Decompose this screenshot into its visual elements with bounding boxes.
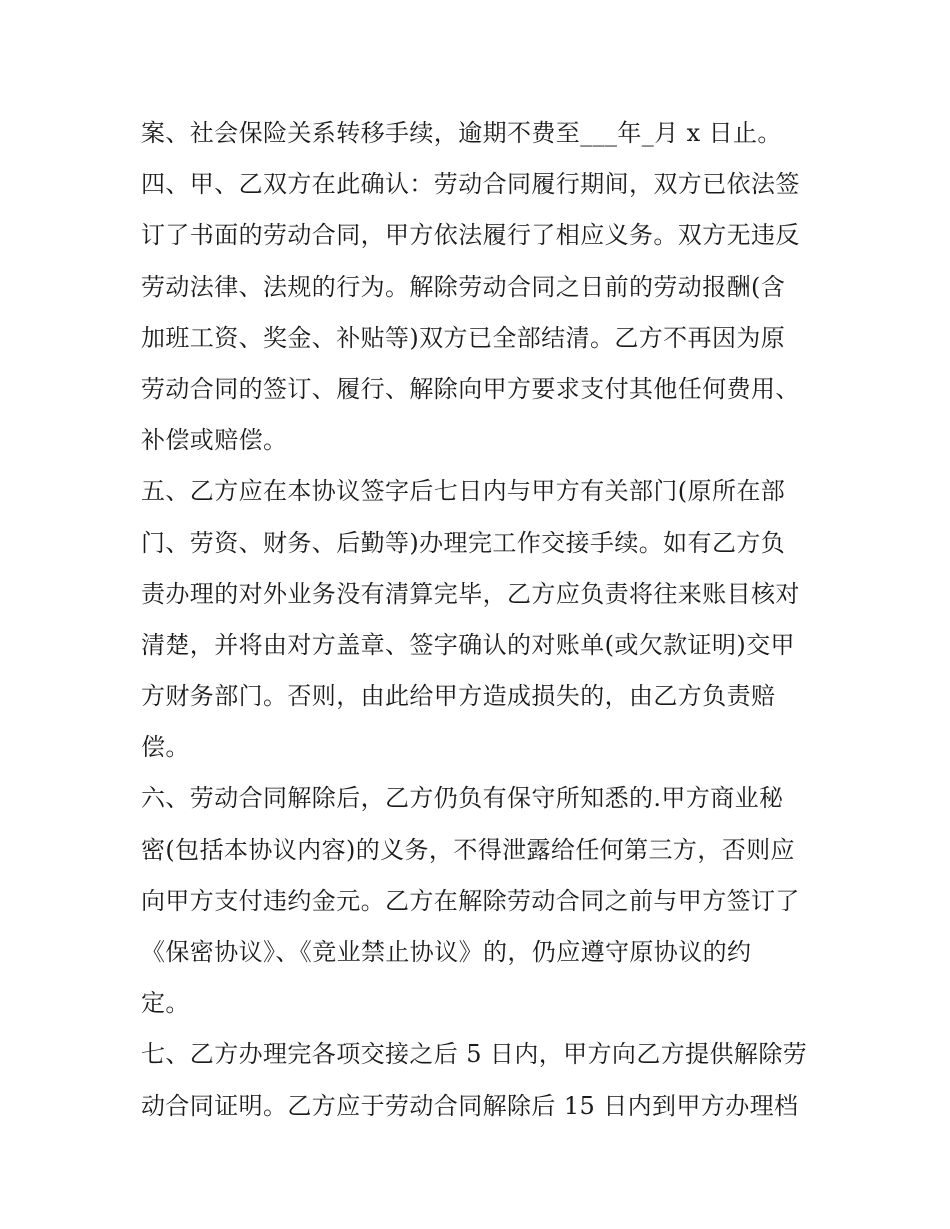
text-line: 案、社会保险关系转移手续，逾期不费至___年_月 x 日止。 (141, 119, 782, 147)
text-line: 四、甲、乙双方在此确认：劳动合同履行期间，双方已依法签 (141, 170, 800, 199)
document-body (141, 108, 821, 1132)
text-line: 劳动法律、法规的行为。解除劳动合同之日前的劳动报酬(含 (141, 272, 786, 301)
text-line: 劳动合同的签订、履行、解除向甲方要求支付其他任何费用、 (141, 374, 800, 403)
text-line: 责办理的对外业务没有清算完毕，乙方应负责将往来账目核对 (141, 579, 800, 608)
text-line: 加班工资、奖金、补贴等)双方已全部结清。乙方不再因为原 (141, 323, 786, 352)
paragraph-clause-7 (141, 1029, 821, 1131)
text-line: 偿。 (141, 733, 190, 762)
text-line: 动合同证明。乙方应于劳动合同解除后 15 日内到甲方办理档 (141, 1091, 799, 1120)
paragraph-clause-4 (141, 159, 821, 466)
text-line: 清楚，并将由对方盖章、签字确认的对账单(或欠款证明)交甲 (141, 630, 795, 659)
text-line: 六、劳动合同解除后，乙方仍负有保守所知悉的.甲方商业秘 (141, 784, 784, 813)
paragraph-clause-5 (141, 466, 821, 773)
text-line: 密(包括本协议内容)的义务，不得泄露给任何第三方，否则应 (141, 835, 795, 864)
text-line: 门、劳资、财务、后勤等)办理完工作交接手续。如有乙方负 (141, 528, 786, 557)
text-line: 补偿或赔偿。 (141, 426, 288, 455)
text-line: 《保密协议》、《竞业禁止协议》的，仍应遵守原协议的约 (141, 938, 752, 966)
text-line: 定。 (141, 989, 190, 1018)
text-line: 订了书面的劳动合同，甲方依法履行了相应义务。双方无违反 (141, 221, 800, 250)
paragraph-continuation (141, 108, 821, 159)
paragraph-clause-6 (141, 773, 821, 1029)
text-line: 向甲方支付违约金元。乙方在解除劳动合同之前与甲方签订了 (141, 886, 800, 915)
text-line: 五、乙方应在本协议签字后七日内与甲方有关部门(原所在部 (141, 477, 786, 506)
text-line: 方财务部门。否则，由此给甲方造成损失的，由乙方负责赔 (141, 682, 776, 711)
text-line: 七、乙方办理完各项交接之后 5 日内，甲方向乙方提供解除劳 (141, 1040, 808, 1069)
